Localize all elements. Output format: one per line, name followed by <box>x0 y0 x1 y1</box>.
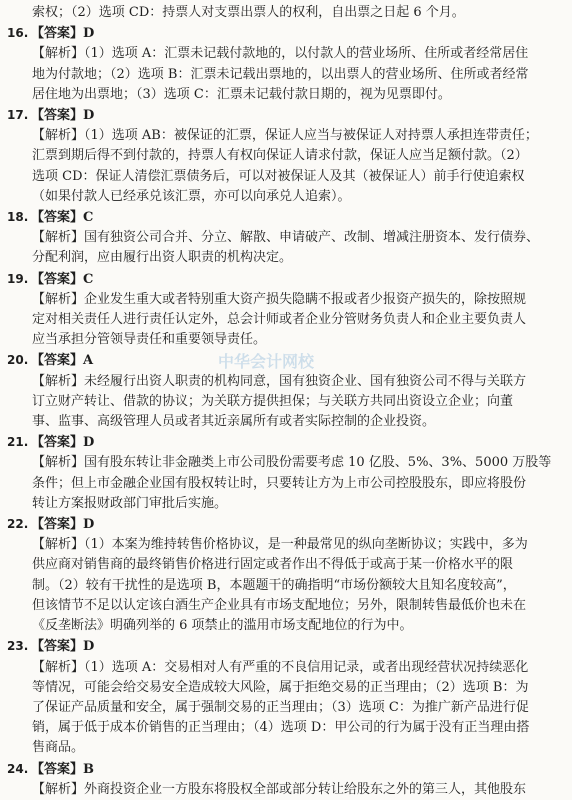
paragraph-text: 【解析】（1）选项 A：汇票未记载付款地的，以付款人的营业场所、住所或者经常居住 <box>32 46 529 62</box>
text-line <box>7 310 558 330</box>
answer-text: 【答案】D <box>31 108 95 124</box>
paragraph-text: 转让方案报财政部门审批后实施。 <box>32 495 228 511</box>
text-line <box>7 187 558 207</box>
text-line <box>7 780 558 800</box>
question-number: 22. <box>7 517 29 532</box>
paragraph-text: 《反垄断法》明确列举的 6 项禁止的滥用市场支配地位的行为中。 <box>32 618 413 634</box>
answer-text: 【答案】A <box>31 353 94 369</box>
text-line <box>7 248 558 268</box>
paragraph-text: 【解析】（1）本案为维持转售价格协议，是一种最常见的纵向垄断协议；实践中，多为 <box>32 537 528 553</box>
text-line <box>7 228 558 248</box>
watermark: 中华会计网校 <box>218 352 315 371</box>
paragraph-text: 销，属于低于成本价销售的正当理由；（4）选项 D：甲公司的行为属于没有正当理由搭 <box>32 720 530 736</box>
answer-line <box>7 23 558 44</box>
question-number: 20. <box>7 353 29 368</box>
text-line <box>7 576 558 596</box>
text-line <box>7 555 558 575</box>
paragraph-text: 地为付款地；（2）选项 B：汇票未记载出票地的，以出票人的营业场所、住所或者经常 <box>32 66 529 82</box>
answer-line <box>7 207 558 228</box>
text-line <box>7 44 558 64</box>
paragraph-text: 索权；（2）选项 CD：持票人对支票出票人的权利，自出票之日起 6 个月。 <box>32 5 465 20</box>
question-number: 24. <box>7 761 29 776</box>
text-line <box>7 698 558 718</box>
question-number: 23. <box>7 639 29 654</box>
paragraph-text: 选项 CD：保证人清偿汇票债务后，可以对被保证人及其（被保证人）前手行使追索权 <box>32 168 525 184</box>
paragraph-text: 等情况，可能会给交易安全造成较大风险，属于拒绝交易的正当理由；（2）选项 B：为 <box>32 679 529 695</box>
paragraph-text: 应当承担分管领导责任和重要领导责任。 <box>32 332 267 348</box>
paragraph-text: 定对相关责任人进行责任认定外，总会计师或者企业分管财务负责人和企业主要负责人 <box>32 312 527 328</box>
paragraph-text: 【解析】国有股东转让非金融类上市公司股份需要考虑 10 亿股、5%、3%、5000 万股等 <box>32 455 552 471</box>
text-line <box>7 616 558 636</box>
answer-text: 【答案】D <box>31 435 95 451</box>
paragraph-text: 【解析】企业发生重大或者特别重大资产损失隐瞒不报或者少报资产损失的，除按照规 <box>32 291 527 307</box>
answer-text: 【答案】D <box>31 517 95 533</box>
text-line <box>7 290 558 310</box>
paragraph-text: 条件；但上市金融企业国有股权转让时，只要转让方为上市公司控股股东，即应将股份 <box>32 475 527 491</box>
text-line <box>7 85 558 105</box>
question-number: 19. <box>7 271 29 286</box>
answer-text: 【答案】D <box>31 26 95 42</box>
text-line <box>7 738 558 758</box>
paragraph-text: 汇票到期后得不到付款的，持票人有权向保证人请求付款，保证人应当足额付款。（2） <box>32 148 528 164</box>
answer-line <box>7 269 558 290</box>
text-line <box>7 453 558 473</box>
paragraph-text: 售商品。 <box>32 740 85 756</box>
text-line <box>7 126 558 146</box>
text-line <box>7 412 558 432</box>
paragraph-text: 居住地为出票地；（3）选项 C：汇票未记载付款日期的，视为见票即付。 <box>32 86 451 102</box>
paragraph-text: 【解析】国有独资公司合并、分立、解散、申请破产、改制、增减注册资本、发行债券、 <box>32 230 540 246</box>
answer-line <box>7 759 558 780</box>
paragraph-text: 但该情节不足以认定该白酒生产企业具有市场支配地位；另外，限制转售最低价也未在 <box>32 597 527 613</box>
question-number: 21. <box>7 435 29 450</box>
text-line <box>7 596 558 616</box>
text-line <box>7 494 558 514</box>
paragraph-text: 【解析】外商投资企业一方股东将股权全部或部分转让给股东之外的第三人，其他股东 <box>32 781 527 797</box>
paragraph-text: 订立财产转让、借款的协议；为关联方提供担保；与关联方共同出资设立企业；向董 <box>32 393 514 409</box>
text-line <box>7 167 558 187</box>
answer-text: 【答案】C <box>31 271 94 287</box>
paragraph-text: 了保证产品质量和安全，属于强制交易的正当理由；（3）选项 C：为推广新产品进行促 <box>32 699 529 715</box>
text-line <box>7 330 558 350</box>
question-number: 17. <box>7 108 29 123</box>
paragraph-text: 分配利润，应由履行出资人职责的机构决定。 <box>32 250 293 266</box>
answer-line <box>7 432 558 453</box>
paragraph-text: 制。（2）较有干扰性的是选项 B，本题题干的确指明“市场份额较大且知名度较高”， <box>32 577 516 593</box>
answer-text: 【答案】D <box>31 639 95 655</box>
answer-line <box>7 636 558 657</box>
paragraph-text: 供应商对销售商的最终销售价格进行固定或者作出不得低于或高于某一价格水平的限 <box>32 557 514 573</box>
text-line <box>7 392 558 412</box>
text-line <box>7 474 558 494</box>
text-line <box>7 3 558 23</box>
text-line <box>7 658 558 678</box>
text-line <box>7 65 558 85</box>
question-number: 18. <box>7 210 29 225</box>
paragraph-text: 【解析】（1）选项 AB：被保证的汇票，保证人应当与被保证人对持票人承担连带责任； <box>32 128 538 144</box>
answer-line <box>7 514 558 535</box>
question-number: 16. <box>7 26 29 41</box>
paragraph-text: 【解析】未经履行出资人职责的机构同意，国有独资企业、国有独资公司不得与关联方 <box>32 373 527 389</box>
answer-line <box>7 105 558 126</box>
answer-text: 【答案】B <box>31 761 94 777</box>
answer-text: 【答案】C <box>31 210 94 226</box>
paragraph-text: 【解析】（1）选项 A：交易相对人有严重的不良信用记录，或者出现经营状况持续恶化 <box>32 659 529 675</box>
text-line <box>7 146 558 166</box>
paragraph-text: 事、监事、高级管理人员或者其近亲属所有或者实际控制的企业投资。 <box>32 414 436 430</box>
paragraph-text: （如果付款人已经承兑该汇票，亦可以向承兑人追索）。 <box>32 188 351 204</box>
text-line <box>7 535 558 555</box>
text-line <box>7 718 558 738</box>
text-line <box>7 678 558 698</box>
